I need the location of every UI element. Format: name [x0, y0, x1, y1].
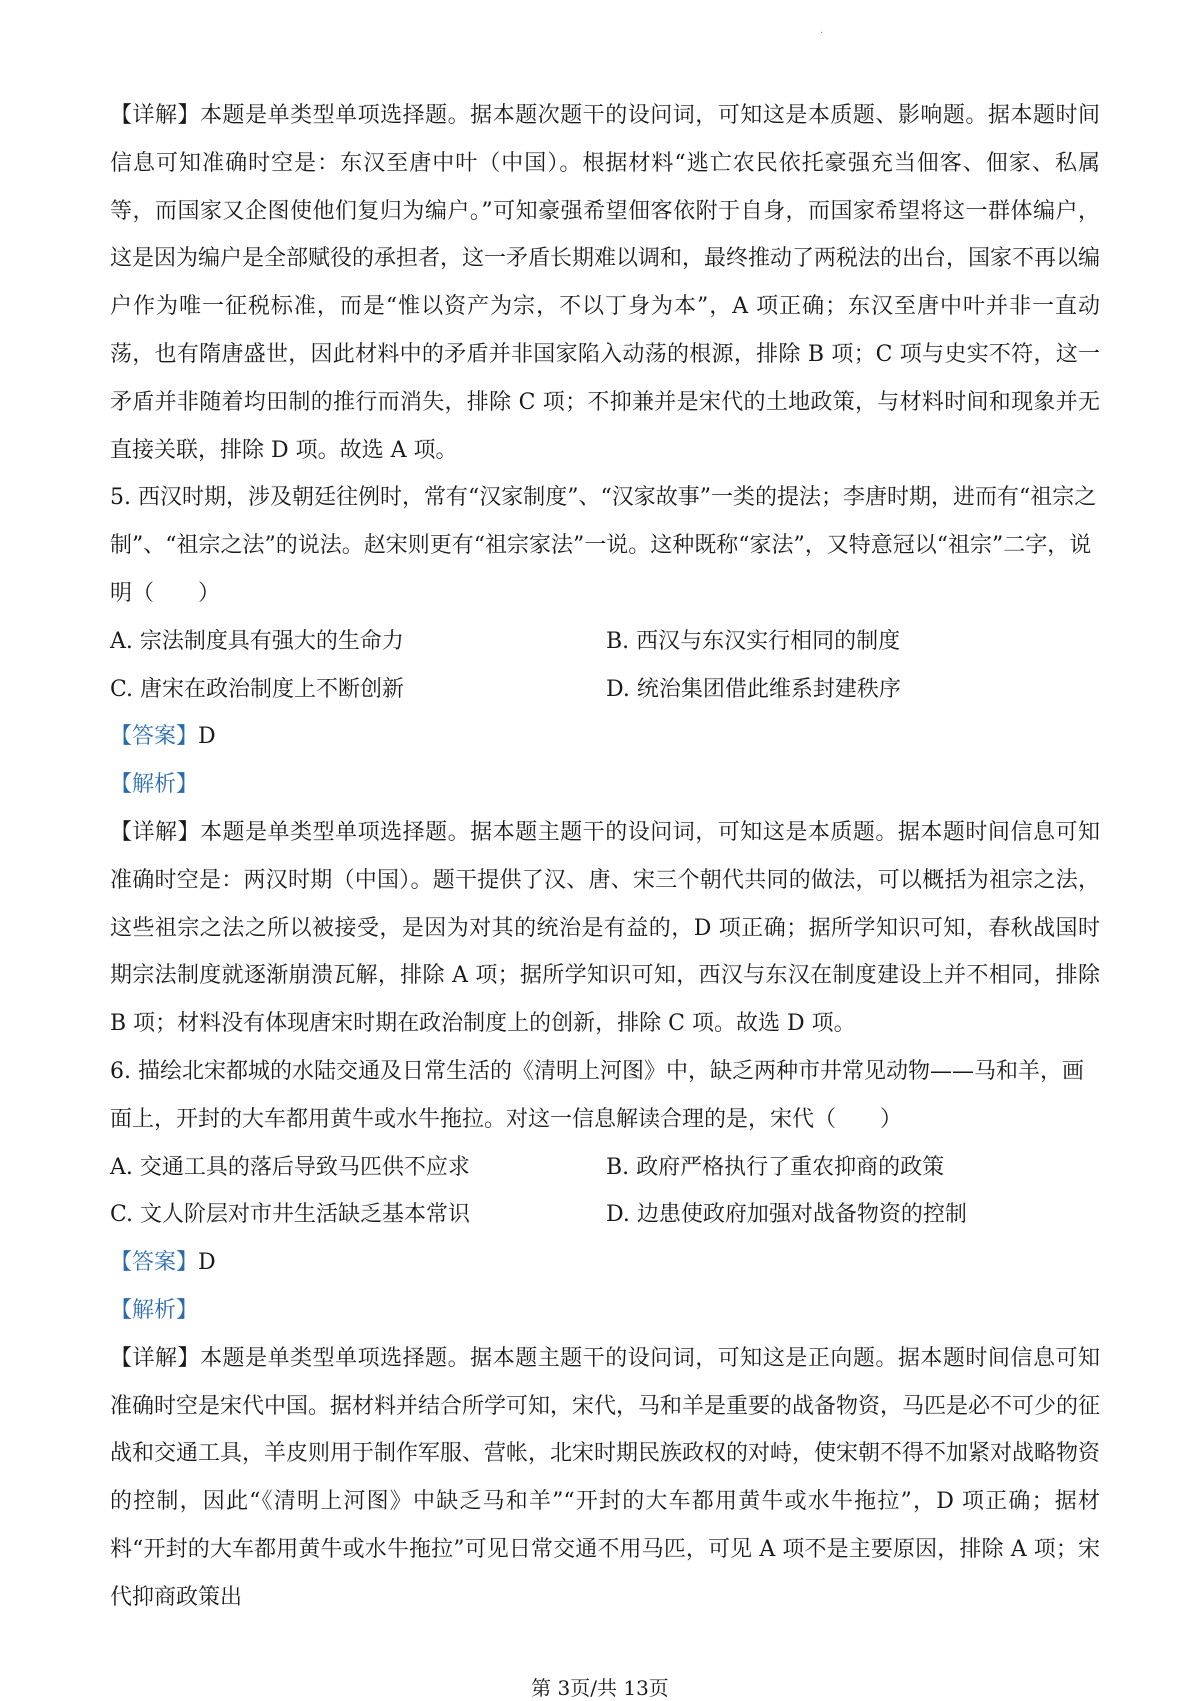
- question-5-answer: [110, 713, 1100, 761]
- detail-tag: 【详解】: [110, 103, 201, 128]
- option-b: B. 政府严格执行了重农抑商的政策: [606, 1154, 945, 1180]
- answer-value: D: [198, 1250, 216, 1276]
- answer-tag: 【答案】: [110, 1250, 199, 1276]
- question-6-detail: [110, 1335, 1100, 1622]
- option-d: D. 统治集团借此维系封建秩序: [606, 676, 901, 702]
- document-body: [110, 92, 1100, 1622]
- detail-text: 本题是单类型单项选择题。据本题主题干的设问词，可知这是正向题。据本题时间信息可知准确时空是宋代中国。据材料并结合所学可知，宋代，马和羊是重要的战备物资，马匹是必不可少的征战和交通工具，羊皮则用于制作军服、营帐，北宋时期民族政权的对峙，使宋朝不得不加紧对战略物资的控制，因此“《清明上河图》中缺乏马和羊”“开封的大车都用黄牛或水牛拖拉”，D 项正确；据材料“开封的大车都用黄牛或水牛拖拉”可见日常交通不用马匹，可见 A 项不是主要原因，排除 A 项；宋代抑商政策出: [110, 1345, 1101, 1610]
- answer-value: D: [198, 724, 216, 750]
- question-6-stem: 6. 描绘北宋都城的水陆交通及日常生活的《清明上河图》中，缺乏两种市井常见动物——马和羊，画面上，开封的大车都用黄牛或水牛拖拉。对这一信息解读合理的是，宋代（ ）: [110, 1058, 1084, 1132]
- page-number-footer: 第 3页/共 13页: [531, 1676, 669, 1700]
- option-c: C. 文人阶层对市井生活缺乏基本常识: [110, 1202, 471, 1228]
- option-a: A. 交通工具的落后导致马匹供不应求: [110, 1154, 470, 1180]
- detail-tag: 【详解】: [110, 1345, 201, 1371]
- option-a: A. 宗法制度具有强大的生命力: [110, 628, 404, 654]
- question-5-analysis-tag: 【解析】: [110, 772, 199, 798]
- detail-text: 本题是单类型单项选择题。据本题次题干的设问词，可知这是本质题、影响题。据本题时间信息可知准确时空是：东汉至唐中叶（中国）。根据材料“逃亡农民依托豪强充当佃客、佃家、私属等，而国家又企图使他们复归为编户。”可知豪强希望佃客依附于自身，而国家希望将这一群体编户，这是因为编户是全部赋役的承担者，这一矛盾长期难以调和，最终推动了两税法的出台，国家不再以编户作为唯一征税标准，而是“惟以资产为宗，不以丁身为本”，A 项正确；东汉至唐中叶并非一直动荡，也有隋唐盛世，因此材料中的矛盾并非国家陷入动荡的根源，排除 B 项；C 项与史实不符，这一矛盾并非随着均田制的推行而消失，排除 C 项；不抑兼并是宋代的土地政策，与材料时间和现象并无直接关联，排除 D 项。故选 A 项。: [110, 103, 1101, 463]
- question-6-analysis-tag: 【解析】: [110, 1297, 199, 1323]
- question-6: [110, 1048, 1100, 1622]
- question-5-options: [110, 618, 1100, 714]
- answer-tag: 【答案】: [110, 724, 199, 750]
- question-5-stem: 5. 西汉时期，涉及朝廷往例时，常有“汉家制度”、“汉家故事”一类的提法；李唐时期，进而有“祖宗之制”、“祖宗之法”的说法。赵宋则更有“祖宗家法”一说。这种既称“家法”，又特意冠以“祖宗”二字，说明（ ）: [110, 485, 1097, 606]
- question-5: [110, 474, 1100, 1048]
- detail-tag: 【详解】: [110, 819, 201, 845]
- option-c: C. 唐宋在政治制度上不断创新: [110, 676, 405, 702]
- question-6-options: [110, 1144, 1100, 1240]
- continued-detail-paragraph: [110, 92, 1100, 474]
- option-b: B. 西汉与东汉实行相同的制度: [606, 628, 901, 654]
- corner-mark: ·: [820, 28, 824, 39]
- detail-text: 本题是单类型单项选择题。据本题主题干的设问词，可知这是本质题。据本题时间信息可知准确时空是：两汉时期（中国）。题干提供了汉、唐、宋三个朝代共同的做法，可以概括为祖宗之法，这些祖宗之法之所以被接受，是因为对其的统治是有益的，D 项正确；据所学知识可知，春秋战国时期宗法制度就逐渐崩溃瓦解，排除 A 项；据所学知识可知，西汉与东汉在制度建设上并不相同，排除 B 项；材料没有体现唐宋时期在政治制度上的创新，排除 C 项。故选 D 项。: [110, 819, 1100, 1037]
- question-6-answer: [110, 1239, 1100, 1287]
- option-d: D. 边患使政府加强对战备物资的控制: [606, 1202, 967, 1228]
- question-5-detail: [110, 809, 1100, 1048]
